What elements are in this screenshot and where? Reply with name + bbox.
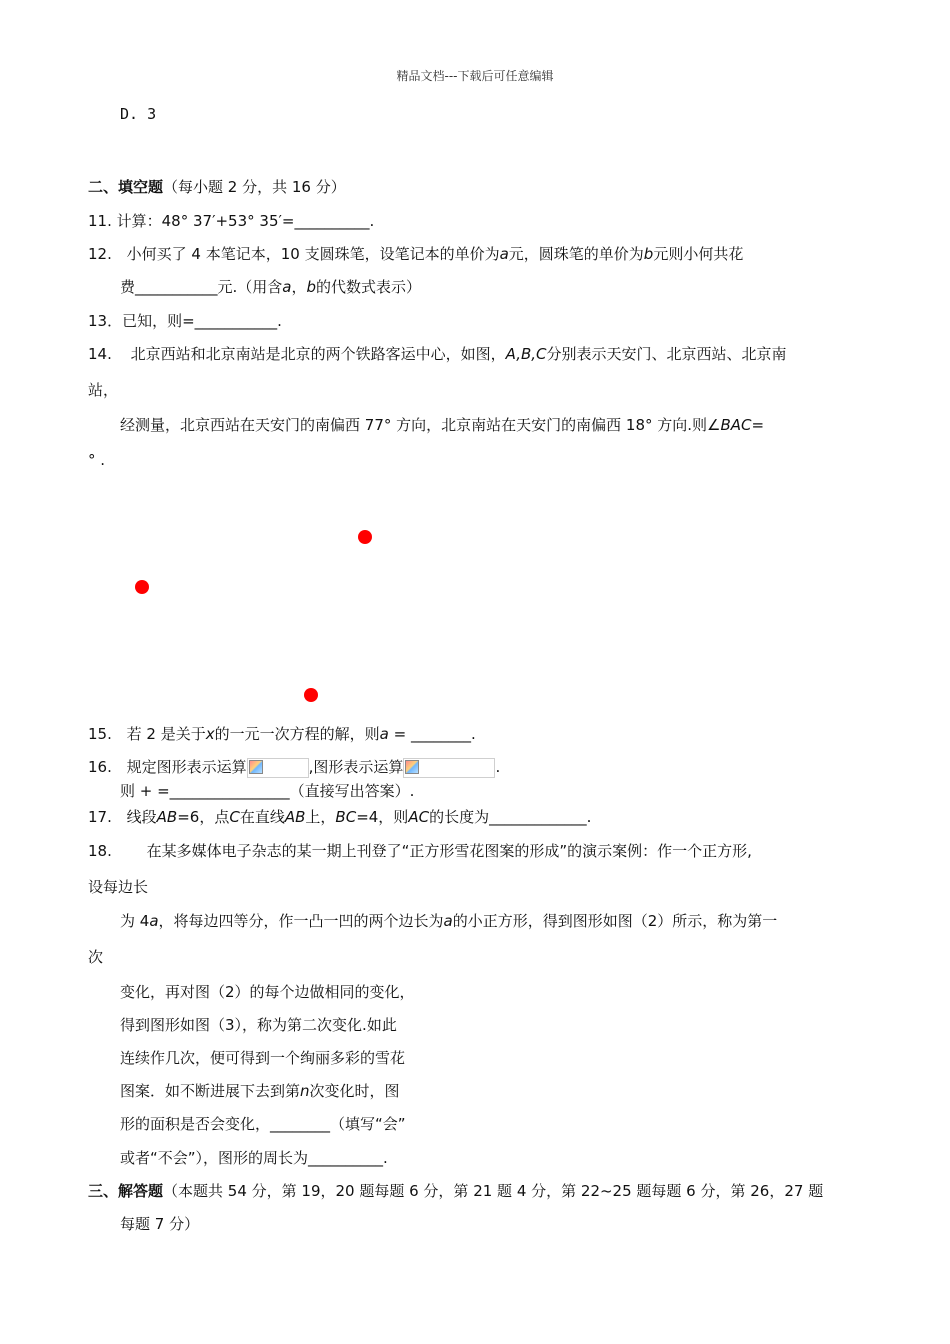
q14-line3-a: 经测量，北京西站在天安门的南偏西 77° 方向，北京南站在天安门的南偏西 18° 方向.则∠ (120, 416, 721, 434)
question-18-line6: 得到图形如图（3），称为第二次变化.如此 (120, 1016, 397, 1034)
q17-text-d: 上， (305, 808, 336, 826)
q18-var-a: a (149, 912, 159, 930)
q18-line1: 在某多媒体电子杂志的某一期上刊登了“正方形雪花图案的形成”的演示案例：作一个正方形, (146, 842, 752, 860)
question-16-line1 (88, 757, 500, 778)
point-c-dot (304, 688, 318, 702)
q18-line3-b: ，将每边四等分，作一凸一凹的两个边长为 (158, 912, 444, 930)
q16-number: 16. (88, 758, 112, 776)
section-3-heading (88, 1181, 823, 1201)
q12-var-b: b (643, 245, 654, 263)
q14-var-bac: BAC (720, 416, 752, 434)
q12-number: 12. (88, 245, 112, 263)
q14-number: 14. (88, 345, 112, 363)
question-17 (88, 807, 591, 827)
question-18-line2: 设每边长 (88, 878, 149, 896)
page-header: 精品文档---下载后可任意编辑 (396, 69, 554, 83)
q18-var-a2: a (443, 912, 453, 930)
question-16-line2: 则 + =________________（直接写出答案）. (120, 782, 415, 800)
q17-number: 17. (88, 808, 112, 826)
q12-text-a: 小何买了 4 本笔记本，10 支圆珠笔，设笔记本的单价为 (126, 245, 500, 263)
q12-line2-a: 费___________元.（用含 (120, 278, 283, 296)
q16-text-a: 规定图形表示运算 (126, 758, 247, 776)
question-18-line9: 形的面积是否会变化，________（填写“会” (120, 1115, 406, 1133)
broken-image-icon (403, 758, 495, 778)
q17-text-f: 的长度为_____________. (429, 808, 592, 826)
q18-line3-a: 为 4 (120, 912, 150, 930)
question-13: 13．已知，则=___________. (88, 312, 282, 330)
section-2-title: 二、填空题 (88, 178, 164, 196)
q18-line8-b: 次变化时，图 (309, 1082, 400, 1100)
q12-sep: ， (291, 278, 307, 296)
q15-text-b: 的一元一次方程的解，则 (214, 725, 380, 743)
q14-line3-b: = (751, 416, 765, 434)
q12-var-b2: b (306, 278, 317, 296)
q18-line3-c: 的小正方形，得到图形如图（2）所示，称为第一 (452, 912, 778, 930)
point-b-dot (135, 580, 149, 594)
q17-text-a: 线段 (126, 808, 157, 826)
prev-option-d: D. 3 (120, 105, 157, 123)
section-2-heading (88, 177, 346, 197)
section-3-note-cont: 每题 7 分） (120, 1215, 200, 1233)
q12-text-c: 元则小何共花 (653, 245, 744, 263)
section-3-note: （本题共 54 分，第 19，20 题每题 6 分，第 21 题 4 分，第 22~25 题每题 6 分，第 26，27 题 (163, 1182, 824, 1200)
q18-number: 18. (88, 842, 112, 860)
q17-var-bc: BC (335, 808, 357, 826)
question-14-line2: 站， (88, 381, 119, 399)
q17-text-b: =6，点 (177, 808, 230, 826)
broken-image-icon (247, 758, 309, 778)
question-18-line4: 次 (88, 948, 104, 966)
question-18-line5: 变化，再对图（2）的每个边做相同的变化， (120, 983, 415, 1001)
q12-text-b: 元，圆珠笔的单价为 (508, 245, 644, 263)
question-18-line1 (88, 841, 752, 861)
q15-number: 15. (88, 725, 112, 743)
q17-var-ab2: AB (284, 808, 306, 826)
question-18-line7: 连续作几次，便可得到一个绚丽多彩的雪花 (120, 1049, 406, 1067)
q15-var-x: x (205, 725, 215, 743)
q12-var-a: a (499, 245, 509, 263)
q18-var-n: n (300, 1082, 310, 1100)
question-15 (88, 724, 476, 744)
question-18-line3 (120, 911, 777, 931)
q17-text-e: =4，则 (356, 808, 409, 826)
q15-var-a: a (379, 725, 389, 743)
q16-text-b: ,图形表示运算 (308, 758, 404, 776)
question-18-line10: 或者“不会”），图形的周长为__________. (120, 1149, 388, 1167)
question-14-line3 (120, 415, 764, 435)
question-12-line2 (120, 277, 421, 297)
q17-var-ac: AC (408, 808, 430, 826)
question-11: 11. 计算：48° 37′+53° 35′=__________. (88, 212, 375, 230)
question-12-line1 (88, 244, 743, 264)
point-a-dot (358, 530, 372, 544)
q17-var-c: C (229, 808, 240, 826)
q14-vars: A,B,C (505, 345, 547, 363)
q15-text-c: = ________. (388, 725, 476, 743)
section-3-title: 三、解答题 (88, 1182, 164, 1200)
question-14-line4: ° . (88, 451, 106, 469)
q16-text-c: . (495, 758, 501, 776)
question-18-line8 (120, 1081, 400, 1101)
section-2-note: （每小题 2 分，共 16 分） (163, 178, 346, 196)
q15-text-a: 若 2 是关于 (126, 725, 206, 743)
q14-text-a: 北京西站和北京南站是北京的两个铁路客运中心，如图， (130, 345, 506, 363)
q12-var-a2: a (282, 278, 292, 296)
q14-text-b: 分别表示天安门、北京西站、北京南 (546, 345, 787, 363)
q17-text-c: 在直线 (239, 808, 285, 826)
question-14-line1 (88, 344, 787, 364)
q17-var-ab: AB (156, 808, 178, 826)
q18-line8-a: 图案．如不断进展下去到第 (120, 1082, 301, 1100)
q12-line2-b: 的代数式表示） (316, 278, 422, 296)
